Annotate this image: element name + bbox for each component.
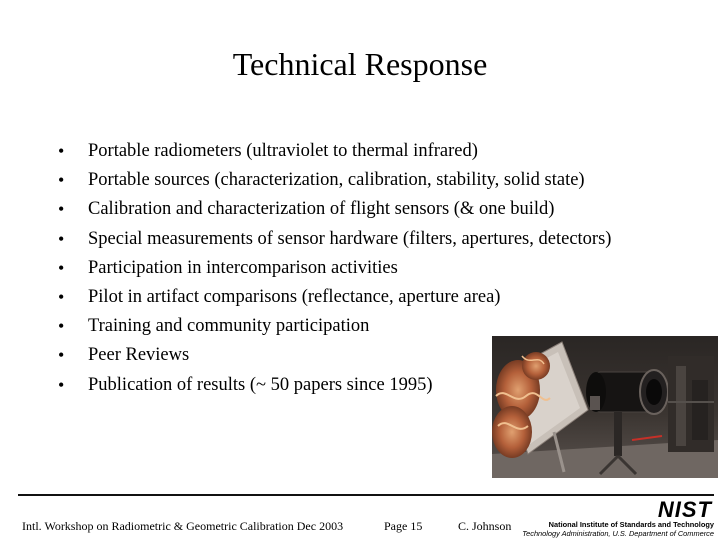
- bullet-dot: •: [58, 286, 65, 307]
- lab-equipment-photo: [492, 336, 718, 478]
- bullet-text: Special measurements of sensor hardware (filters, apertures, detectors): [88, 228, 612, 249]
- nist-institute-name: National Institute of Standards and Technology: [548, 520, 714, 529]
- bullet-dot: •: [58, 228, 65, 249]
- footer-workshop: Intl. Workshop on Radiometric & Geometric Calibration Dec 2003: [22, 519, 344, 533]
- bullet-text: Participation in intercomparison activities: [88, 257, 398, 278]
- footer-divider: [18, 494, 714, 496]
- bullet-dot: •: [58, 316, 65, 337]
- bullet-dot: •: [58, 257, 65, 278]
- bullet-text: Publication of results (~ 50 papers since 1995): [88, 374, 433, 395]
- bullet-dot: •: [58, 141, 65, 161]
- bullet-dot: •: [58, 345, 65, 366]
- bullet-text: Training and community participation: [88, 316, 370, 337]
- bullet-text: Calibration and characterization of flight sensors (& one build): [88, 199, 555, 220]
- bullet-text: Portable sources (characterization, calibration, stability, solid state): [88, 170, 585, 191]
- bullet-text: Peer Reviews: [88, 345, 190, 366]
- nist-department-name: Technology Administration, U.S. Department of Commerce: [522, 529, 714, 538]
- bullet-text: Pilot in artifact comparisons (reflectance, aperture area): [88, 286, 501, 307]
- footer-author: C. Johnson: [458, 519, 512, 533]
- nist-wordmark: NIST: [657, 497, 712, 522]
- bullet-dot: •: [58, 374, 65, 395]
- lab-equipment-photo-drawing: [492, 336, 718, 478]
- nist-logo: [522, 497, 716, 538]
- footer-page-number: Page 15: [384, 519, 423, 533]
- bullet-dot: •: [58, 170, 65, 191]
- bullet-text: Portable radiometers (ultraviolet to thermal infrared): [88, 141, 478, 161]
- slide-title: Technical Response: [232, 46, 488, 82]
- bullet-dot: •: [58, 199, 65, 220]
